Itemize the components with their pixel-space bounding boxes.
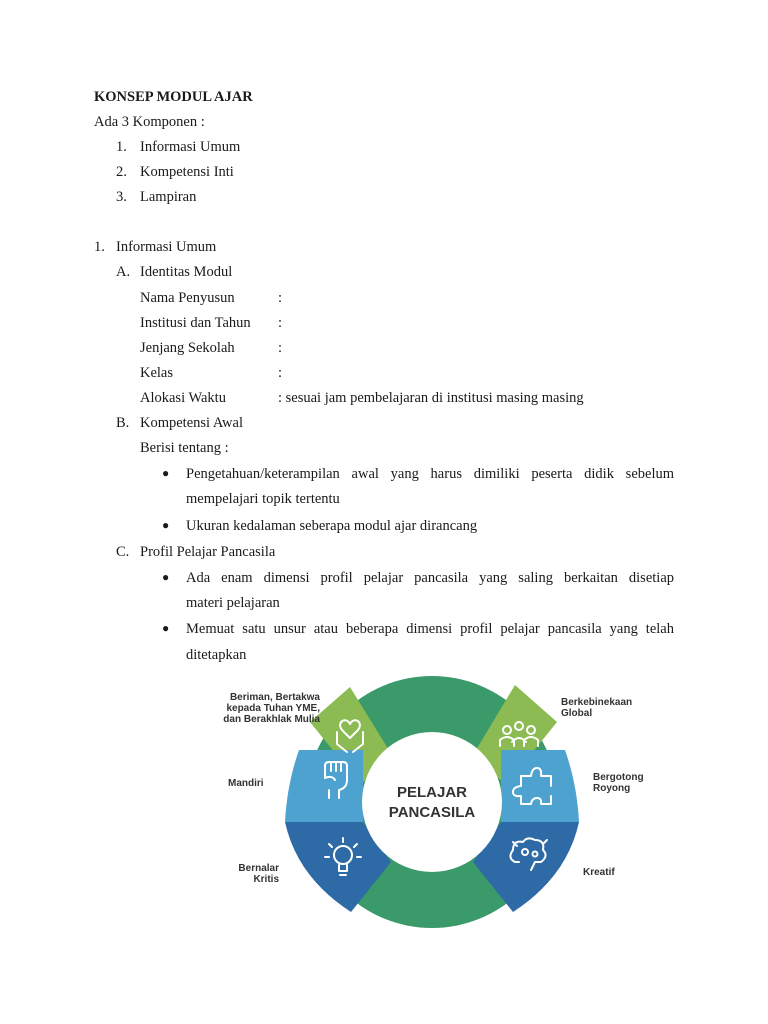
center-title-line2: PANCASILA [388, 804, 476, 821]
field-value: : [278, 290, 283, 306]
subsection-subtitle: Berisi tentang : [140, 440, 229, 456]
bullet-text: Ada enam dimensi profil pelajar pancasila yang saling berkaitan disetiap [186, 570, 674, 586]
subsection-letter: A. [116, 264, 131, 280]
section-title: Informasi Umum [116, 239, 217, 255]
label-bernalar: Bernalar Kritis [238, 863, 279, 885]
field-label: Institusi dan Tahun [140, 315, 251, 331]
page-title: KONSEP MODUL AJAR [94, 89, 253, 105]
bullet-text: materi pelajaran [186, 595, 280, 611]
subsection-title: Kompetensi Awal [140, 415, 243, 431]
field-label: Alokasi Waktu [140, 390, 226, 406]
subsection-title: Identitas Modul [140, 264, 233, 280]
subsection-letter: B. [116, 415, 130, 431]
list-number: 3. [116, 189, 127, 205]
label-mandiri: Mandiri [228, 778, 264, 789]
bullet-icon: ● [162, 466, 170, 480]
bullet-text: ditetapkan [186, 647, 247, 663]
list-item: Lampiran [140, 189, 197, 205]
field-value: : [278, 340, 283, 356]
bullet-icon: ● [162, 518, 170, 532]
bullet-text: Memuat satu unsur atau beberapa dimensi profil pelajar pancasila yang telah [186, 621, 674, 637]
label-berkebinekaan: Berkebinekaan Global [561, 697, 633, 719]
field-value: : sesuai jam pembelajaran di institusi masing masing [278, 390, 584, 406]
label-kreatif: Kreatif [583, 867, 615, 878]
list-number: 1. [116, 139, 127, 155]
subsection-letter: C. [116, 544, 130, 560]
intro-text: Ada 3 Komponen : [94, 114, 205, 130]
label-bergotong: Bergotong Royong [593, 772, 644, 794]
field-value: : [278, 315, 283, 331]
field-value: : [278, 365, 283, 381]
center-circle [362, 732, 502, 872]
list-number: 2. [116, 164, 127, 180]
label-beriman: Beriman, Bertakwa kepada Tuhan YME, dan Berakhlak Mulia [223, 692, 320, 725]
list-item: Kompetensi Inti [140, 164, 234, 180]
subsection-title: Profil Pelajar Pancasila [140, 544, 276, 560]
bullet-text: Ukuran kedalaman seberapa modul ajar dirancang [186, 518, 478, 534]
field-label: Kelas [140, 365, 174, 381]
bullet-icon: ● [162, 621, 170, 635]
segment-mandiri [285, 750, 363, 822]
list-item: Informasi Umum [140, 139, 241, 155]
field-label: Nama Penyusun [140, 290, 235, 306]
bullet-icon: ● [162, 570, 170, 584]
bullet-text: Pengetahuan/keterampilan awal yang harus dimiliki peserta didik sebelum [186, 466, 674, 482]
pancasila-diagram [195, 672, 665, 934]
section-number: 1. [94, 239, 105, 255]
segment-bergotong [501, 750, 579, 822]
center-title-line1: PELAJAR [396, 784, 468, 801]
field-label: Jenjang Sekolah [140, 340, 235, 356]
bullet-text: mempelajari topik tertentu [186, 491, 340, 507]
